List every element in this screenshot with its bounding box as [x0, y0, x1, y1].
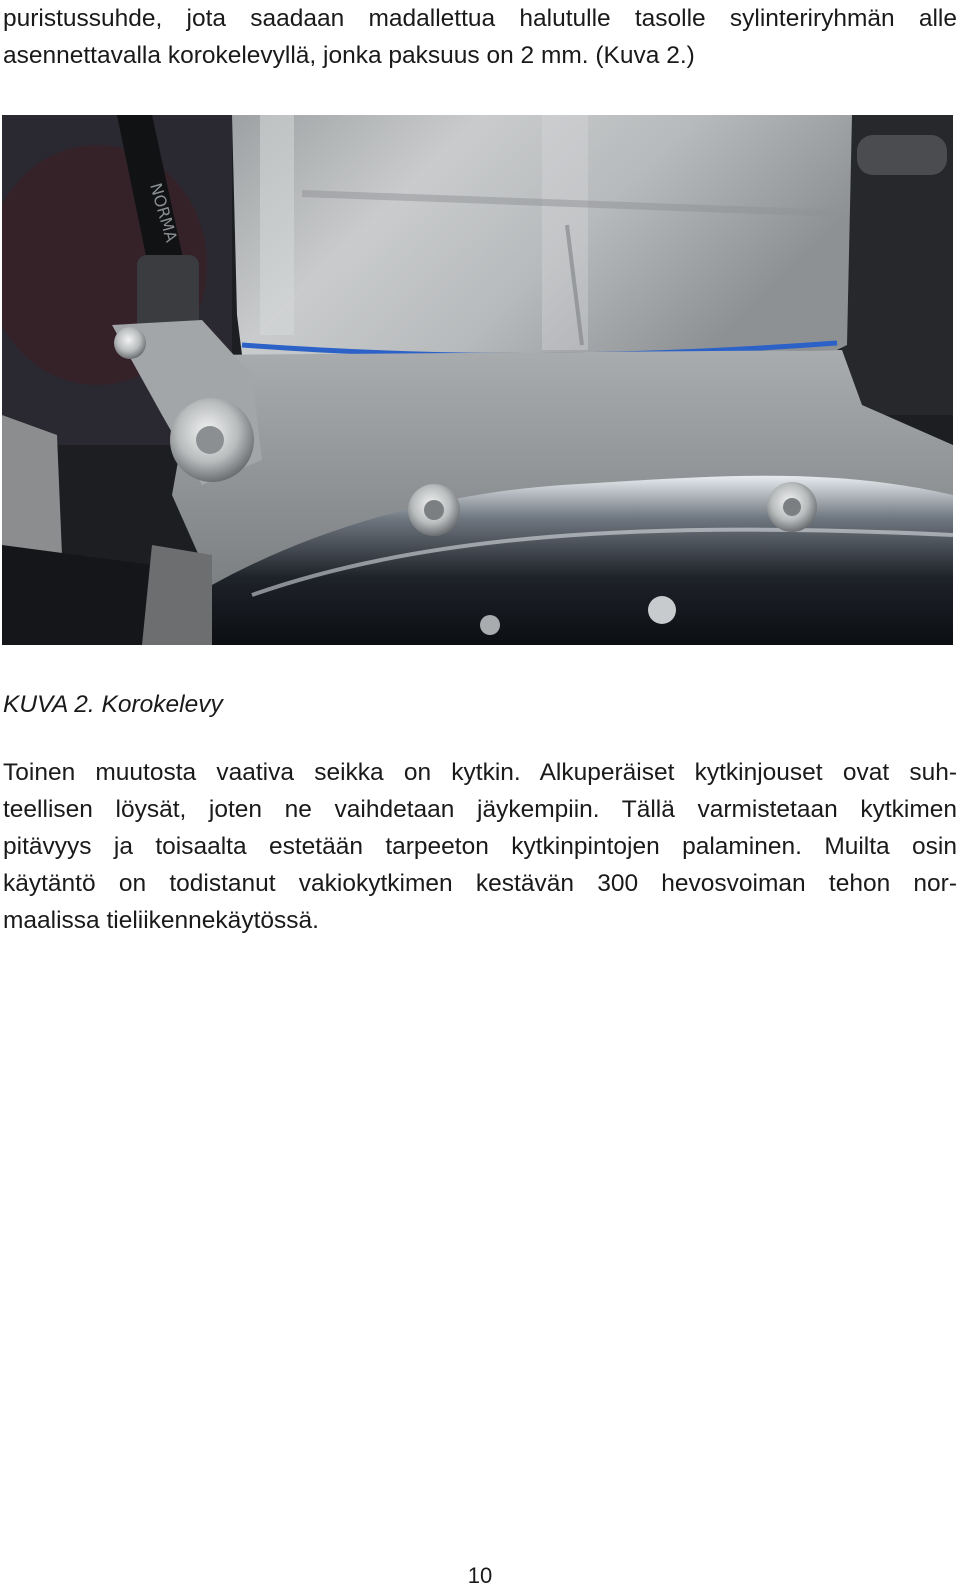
body-paragraph	[3, 754, 957, 939]
intro-paragraph	[3, 0, 957, 74]
text-line: teellisen löysät, joten ne vaihdetaan jäykempiin. Tällä varmistetaan kytkimen	[3, 796, 957, 823]
text-line: puristussuhde, jota saadaan madallettua halutulle tasolle sylinteriryhmän alle	[3, 5, 957, 32]
page-number: 10	[467, 1563, 493, 1588]
text-line: asennettavalla korokelevyllä, jonka paksuus on 2 mm. (Kuva 2.)	[3, 42, 695, 69]
text-line: käytäntö on todistanut vakiokytkimen kestävän 300 hevosvoiman tehon nor-	[3, 870, 957, 897]
text-line: maalissa tieliikennekäytössä.	[3, 907, 319, 934]
figure-photo	[2, 115, 953, 645]
figure-caption: KUVA 2. Korokelevy	[3, 691, 223, 718]
hose-text: NORMA	[146, 180, 182, 245]
text-line: Toinen muutosta vaativa seikka on kytkin. Alkuperäiset kytkinjouset ovat suh-	[3, 759, 957, 786]
text-line: pitävyys ja toisaalta estetään tarpeeton kytkinpintojen palaminen. Muilta osin	[3, 833, 957, 860]
